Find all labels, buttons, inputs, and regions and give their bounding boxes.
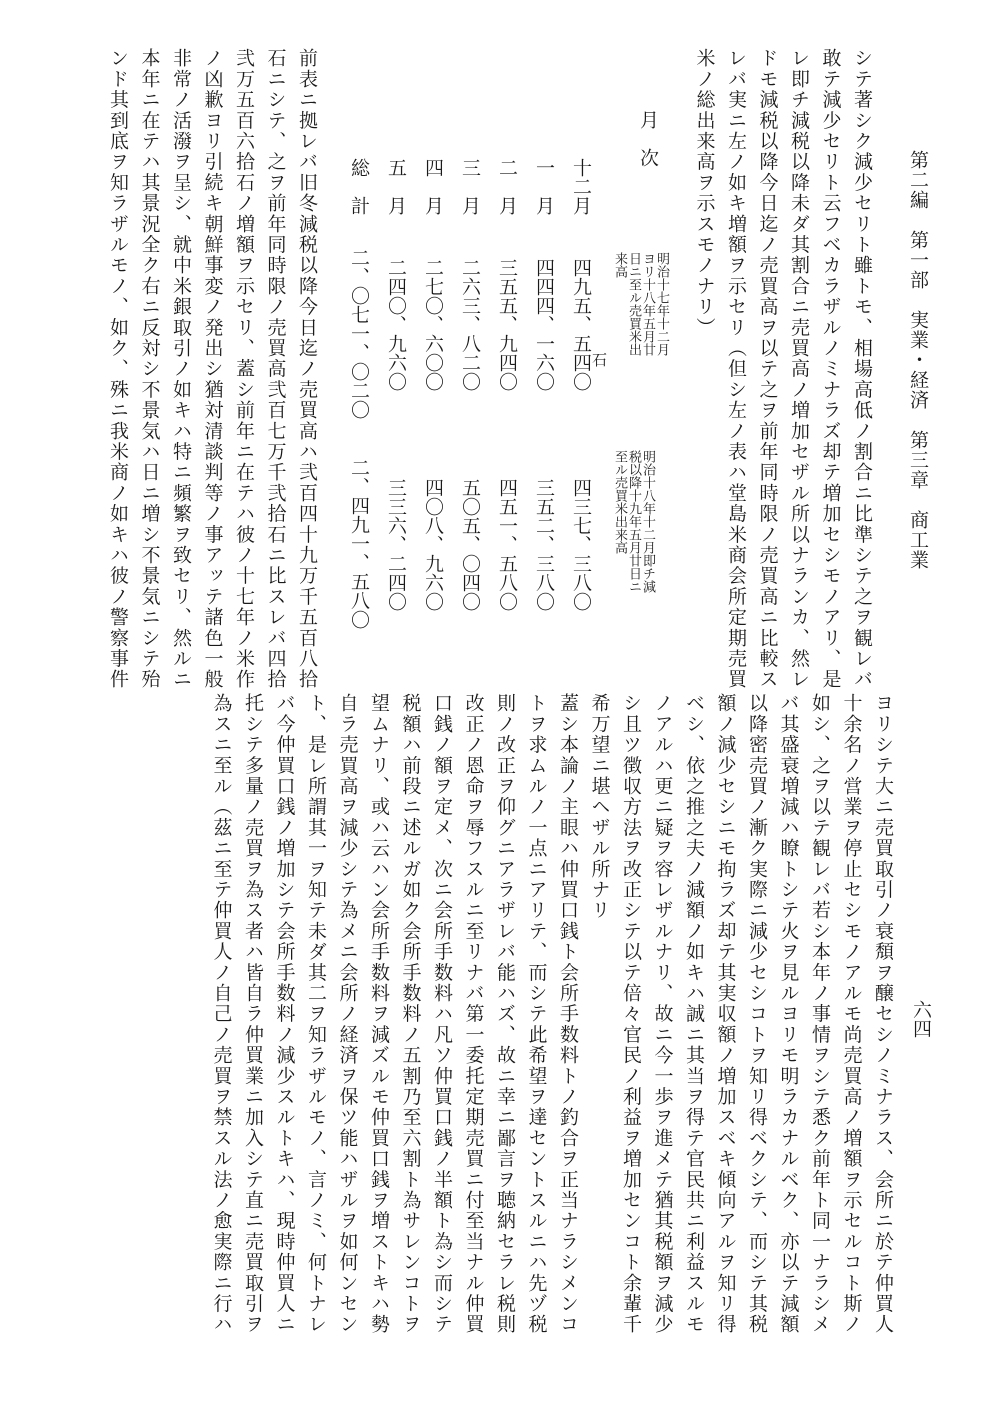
text-line: 税額ハ前段ニ述ルガ如ク会所手数料ノ五割乃至六割ト為サレンコトヲ (399, 693, 422, 1335)
text-line: バ其盛衰増減ハ瞭トシテ火ヲ見ルヨリモ明ラカナルベク、亦以テ減額 (777, 693, 800, 1335)
row-value-b: 三三六、二四〇 (385, 478, 407, 611)
left-paragraph (86, 48, 322, 690)
row-month: 三 月 (459, 158, 481, 215)
text-line: ンド其到底ヲ知ラザルモノ、如ク、殊ニ我米商ノ如キハ彼ノ警察事件 (107, 48, 129, 690)
text-line: レ即チ減税以降未ダ其割合ニ売買高ノ増加セザル所以ナランカ、然レ (788, 48, 810, 690)
text-line: トヲ求ムルノ一点ニアリテ、而シテ此希望ヲ達セントスルニハ先ヅ税 (525, 693, 548, 1335)
row-value-b: 二、四九一、五八〇 (348, 458, 370, 629)
row-month: 二 月 (496, 158, 518, 215)
text-line: 石ニシテ、之ヲ前年同時限ノ売買高弐百七万千弐拾石ニ比スレバ四拾 (264, 48, 287, 690)
text-line: 望ムナリ、或ハ云ハン会所手数料ヲ減ズルモ仲買口銭ヲ増ストキハ勢 (368, 693, 390, 1335)
text-line: ノアルハ更ニ疑ヲ容レザルナリ、故ニ今一歩ヲ進メテ猶其税額ヲ減少 (651, 693, 674, 1335)
text-line: 額ノ減少セシニモ拘ラズ却テ其実収額ノ増加スベキ傾向アルヲ知リ得 (714, 693, 737, 1335)
row-value-b: 四三七、三八〇 (570, 478, 592, 611)
text-line: 則ノ改正ヲ仰グニアラザレバ能ハズ、故ニ幸ニ鄙言ヲ聴納セラレ税則 (494, 693, 516, 1335)
text-line: 希万望ニ堪ヘザル所ナリ (588, 693, 611, 921)
row-value-b: 四〇八、九六〇 (422, 478, 444, 611)
text-line: バ今仲買口銭ノ増加シテ会所手数料ノ減少スルトキハ、現時仲買人ニ (273, 693, 296, 1335)
text-line: 敢テ減少セリト云フベカラザルノミナラズ却テ増加セシモノアリ、是 (819, 48, 842, 690)
running-head: 第二編 第一部 実業・経済 第三章 商工業 (907, 150, 929, 570)
text-line: 米ノ総出来高ヲ示スモノナリ） (693, 48, 716, 338)
text-line: 托シテ多量ノ売買ヲ為ス者ハ皆自ラ仲買業ニ加入シテ直ニ売買取引ヲ (242, 693, 264, 1335)
table-header-col2: 明治十八年十二月即チ減税以降十九年五月廿日ニ至ル売買米出来高 (612, 450, 655, 593)
text-line: 前表ニ拠レバ旧冬減税以降今日迄ノ売買高ハ弐百四十九万千五百八拾 (296, 48, 318, 690)
row-month: 十二月 (570, 158, 592, 215)
text-line: ベシ、依之推之夫ノ減額ノ如キハ誠ニ其当ヲ得テ官民共ニ利益スルモ (683, 693, 705, 1335)
row-value-a: 二七〇、六〇〇 (422, 258, 444, 391)
text-line: シテ著シク減少セリト雖トモ、相場高低ノ割合ニ比準シテ之ヲ観レバ (851, 48, 873, 690)
text-line: ドモ減税以降今日迄ノ売買高ヲ以テ之ヲ前年同時限ノ売買高ニ比較ス (756, 48, 779, 690)
top-paragraph (687, 48, 877, 690)
table-header-month: 月 次 (637, 110, 659, 167)
row-value-b: 三五二、三八〇 (533, 478, 555, 611)
text-line: 蓋シ本論ノ主眼ハ仲買口銭ト会所手数料トノ釣合ヲ正当ナラシメンコ (557, 693, 579, 1335)
text-line: 以降密売買ノ漸ク実際ニ減少セシコトヲ知リ得ベクシテ、而シテ其税 (746, 693, 768, 1335)
text-line: ト、是レ所謂其一ヲ知テ未ダ其二ヲ知ラザルモノ、言ノミ、何トナレ (305, 693, 327, 1335)
text-line: ヨリシテ大ニ売買取引ノ衰頽ヲ醸セシノミナラス、会所ニ於テ仲買人 (872, 693, 894, 1335)
text-line: 非常ノ活潑ヲ呈シ、就中米銀取引ノ如キハ特ニ頻繁ヲ致セリ、然ルニ (170, 48, 192, 690)
row-month: 四 月 (422, 158, 444, 215)
text-line: レバ実ニ左ノ如キ増額ヲ示セリ（但シ左ノ表ハ堂島米商会所定期売買 (725, 48, 747, 690)
text-line: シ且ツ徴収方法ヲ改正シテ以テ倍々官民ノ利益ヲ増加センコト余輩千 (620, 693, 642, 1335)
row-value-a: 二四〇、九六〇 (385, 258, 407, 391)
row-value-a: 四四四、一六〇 (533, 258, 555, 391)
text-line: 弐万五百六拾石ノ増額ヲ示セリ、蓋シ前年ニ在テハ彼ノ十七年ノ米作 (233, 48, 255, 690)
text-line: 十余名ノ営業ヲ停止セシモノアルモ尚売買高ノ増額ヲ示セルコト斯ノ (840, 693, 863, 1335)
text-line: 如シ、之ヲ以テ観レバ若シ本年ノ事情ヲシテ悉ク前年ト同一ナラシメ (809, 693, 831, 1335)
text-line: 口銭ノ額ヲ定メ、次ニ会所手数料ハ凡ソ仲買口銭ノ半額ト為シ而シテ (431, 693, 453, 1335)
row-value-b: 四五一、五八〇 (496, 478, 518, 611)
row-value-a: 四九五、五四〇 (570, 258, 592, 391)
row-value-a: 二、〇七一、〇二〇 (348, 248, 370, 419)
table-unit: 石 (590, 352, 608, 367)
row-month: 一 月 (533, 158, 555, 215)
row-value-a: 三五五、九四〇 (496, 258, 518, 391)
bottom-paragraph (86, 693, 898, 1335)
text-line: 自ラ売買高ヲ減少シテ為メニ会所ノ経済ヲ保ツ能ハザルヲ如何ンセン (336, 693, 359, 1335)
row-month: 五 月 (385, 158, 407, 215)
text-line: ノ凶歉ヨリ引続キ朝鮮事変ノ発出シ猶対清談判等ノ事アッテ諸色一般 (201, 48, 224, 690)
row-value-a: 二六三、八二〇 (459, 258, 481, 391)
row-total: 総 計 (348, 158, 370, 215)
text-line: 改正ノ恩命ヲ辱フスルニ至リナバ第一委托定期売買ニ付至当ナル仲買 (462, 693, 485, 1335)
row-value-b: 五〇五、〇四〇 (459, 478, 481, 611)
text-line: 本年ニ在テハ其景況全ク右ニ反対シ不景気ハ日ニ増シ不景気ニシテ殆 (138, 48, 161, 690)
text-line: 為スニ至ル（茲ニ至テ仲買人ノ自己ノ売買ヲ禁スル法ノ愈実際ニ行ハ (210, 693, 233, 1335)
table-header-col1: 明治十七年十二月ヨリ十八年五月廿日ニ至ル売買米出来高 (612, 252, 669, 356)
page-number: 六四 (910, 1000, 932, 1038)
